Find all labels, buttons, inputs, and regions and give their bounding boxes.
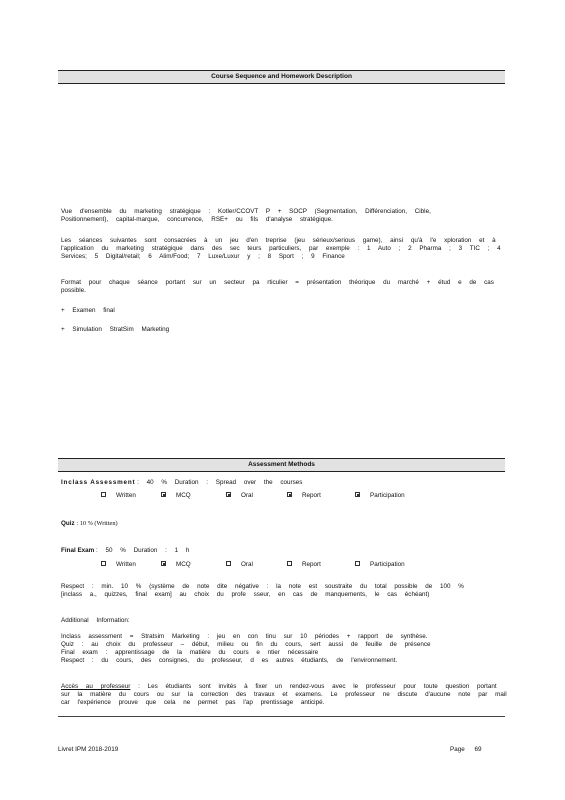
course-text-line: l'application du marketing stratégique dans des sec teurs particuliers, par exemple : 1 Auto ; 2 Pharma ; 3 TIC ; 4	[61, 245, 501, 252]
additional-line: Inclass assessment = Stratsim Marketing : jeu en con tinu sur 10 périodes + rapport de synthèse.	[61, 633, 428, 640]
checkbox-icon[interactable]	[287, 561, 292, 566]
checkbox-checked-icon[interactable]	[355, 492, 360, 497]
course-text-line: + Simulation StratSim Marketing	[61, 326, 170, 333]
final-option-mcq[interactable]: MCQ	[161, 561, 191, 569]
quiz-label: Quiz	[61, 520, 75, 527]
inclass-option-oral[interactable]: Oral	[226, 492, 253, 500]
final-exam-details: : 50 % Duration : 1 h	[96, 547, 190, 554]
course-text-line: Positionnement), capital-marque, concurrence, RSE+ ou fils d'analyse stratégique.	[61, 216, 333, 223]
checkbox-checked-icon[interactable]	[161, 561, 166, 566]
final-option-oral[interactable]: Oral	[226, 561, 253, 569]
inclass-assessment-line	[61, 479, 302, 487]
additional-line: Final exam : apprentissage de la matière du cours e ntier nécessaire	[61, 649, 319, 656]
access-line: sur la matière du cours ou sur la correction des travaux et examens. Le professeur ne discute d'aucune note par mail	[61, 691, 507, 698]
course-text-line: Services; 5 Digital/retail; 6 Alim/Food; 7 Luxe/Luxur y ; 8 Sport ; 9 Finance	[61, 253, 345, 260]
assessment-methods-header: Assessment Methods	[58, 458, 505, 472]
footer-page	[450, 746, 481, 754]
access-text: : Les étudiants sont invités à fixer un rendez-vous avec le professeur pour toute question portant	[138, 683, 497, 690]
final-exam-line	[61, 547, 189, 555]
footer-booklet-title: Livret IPM 2018-2019	[58, 746, 119, 753]
inclass-option-report[interactable]: Report	[287, 492, 321, 500]
final-exam-label: Final Exam	[61, 547, 95, 554]
additional-information-title: Additional Information:	[61, 617, 130, 624]
inclass-options	[61, 492, 501, 502]
quiz-line	[61, 520, 118, 528]
inclass-option-written[interactable]: Written	[101, 492, 136, 500]
additional-line: Respect : du cours, des consignes, du professeur, d es autres étudiants, de l'environnement.	[61, 657, 398, 664]
checkbox-icon[interactable]	[101, 492, 106, 497]
course-text-line: possible.	[61, 287, 86, 294]
checkbox-icon[interactable]	[355, 561, 360, 566]
access-professor-label: Accès au professeur	[61, 683, 131, 690]
respect-line: Respect : min. 10 % (système de note dite négative : la note est soustraite du total possible de 100 %	[61, 583, 464, 590]
final-exam-options	[61, 561, 501, 571]
inclass-label: Inclass Assessment	[61, 479, 136, 486]
course-text-line: Format pour chaque séance portant sur un secteur pa rticulier = présentation théorique du marché + étud e de cas	[61, 279, 494, 286]
footer-page-number: 69	[474, 746, 482, 753]
footer-page-label: Page	[450, 746, 465, 753]
quiz-details: : 10 % (Written)	[76, 520, 118, 527]
course-text-line: Vue d'ensemble du marketing stratégique : Kotler/CCOVT P + SOCP (Segmentation, Différenciation, Cible,	[61, 208, 431, 215]
final-option-written[interactable]: Written	[101, 561, 136, 569]
section-bottom-rule	[58, 716, 505, 717]
final-option-report[interactable]: Report	[287, 561, 321, 569]
final-option-participation[interactable]: Participation	[355, 561, 405, 569]
access-line	[61, 683, 497, 691]
checkbox-icon[interactable]	[101, 561, 106, 566]
course-text-line: + Examen final	[61, 307, 115, 314]
respect-line: [inclass a., quizzes, final exam] au choix du profe sseur, en cas de manquements, le cas échéant)	[61, 591, 430, 598]
additional-line: Quiz : au choix du professeur – début, milieu ou fin du cours, sert aussi de feuille de présence	[61, 641, 431, 648]
checkbox-checked-icon[interactable]	[226, 492, 231, 497]
checkbox-icon[interactable]	[226, 561, 231, 566]
access-line: car l'expérience prouve que cela ne permet pas l'ap prentissage anticipé.	[61, 699, 325, 706]
checkbox-checked-icon[interactable]	[287, 492, 292, 497]
inclass-option-participation[interactable]: Participation	[355, 492, 405, 500]
checkbox-checked-icon[interactable]	[161, 492, 166, 497]
inclass-option-mcq[interactable]: MCQ	[161, 492, 191, 500]
course-sequence-header: Course Sequence and Homework Description	[58, 70, 505, 84]
course-text-line: Les séances suivantes sont consacrées à un jeu d'en treprise (jeu sérieux/serious game), ainsi qu'à l'e xploration et à	[61, 237, 496, 244]
inclass-details: : 40 % Duration : Spread over the courses	[137, 479, 303, 486]
